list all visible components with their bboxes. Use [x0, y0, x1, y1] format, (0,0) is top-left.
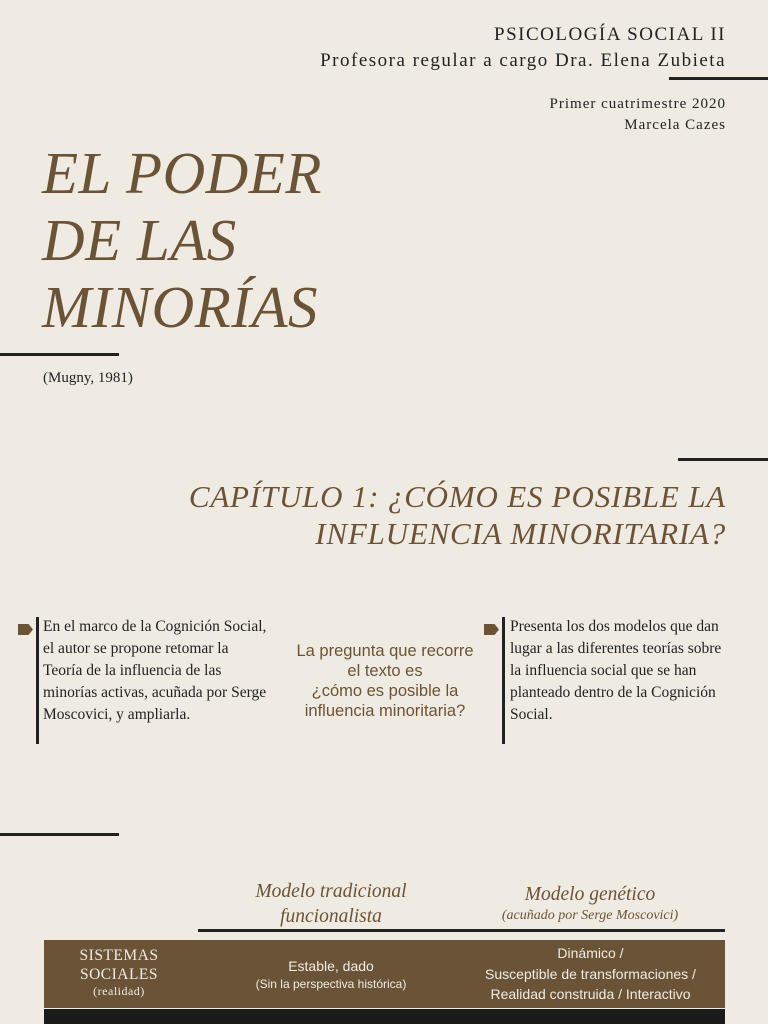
course-header — [320, 22, 726, 74]
arrow-bullet-icon — [18, 624, 33, 635]
genetic-value-cell — [464, 943, 717, 1005]
main-title — [42, 140, 322, 341]
title-line-3: MINORÍAS — [42, 274, 318, 340]
genetic-model-title: Modelo genético — [524, 884, 656, 905]
central-question-line-3: ¿cómo es posible la — [311, 682, 459, 700]
central-question-line-1: La pregunta que recorre — [296, 642, 474, 660]
traditional-value-cell — [226, 956, 436, 992]
central-question-line-4: influencia minoritaria? — [304, 702, 466, 720]
left-column-text: En el marco de la Cognición Social, el autor se propone retomar la Teoría de la influencia de las minorías activas, acuñada por Serge Moscovici, y ampliarla. — [43, 618, 267, 723]
section-rule — [0, 833, 119, 836]
right-column-bar — [502, 617, 505, 744]
term-block — [550, 94, 726, 136]
genetic-value-line-1: Dinámico / — [557, 945, 624, 961]
traditional-value: Estable, dado — [288, 958, 374, 974]
genetic-value-line-3: Realidad construida / Interactivo — [490, 986, 691, 1002]
row-label-sub: (realidad) — [93, 984, 145, 998]
right-column-text: Presenta los dos modelos que dan lugar a las diferentes teorías sobre la influencia social que se han planteado dentro de la Cognición Social. — [510, 618, 722, 723]
genetic-model-heading — [470, 882, 710, 924]
central-question-line-2: el texto es — [347, 662, 423, 680]
table-top-rule — [198, 929, 725, 932]
traditional-model-line-1: Modelo tradicional — [255, 881, 407, 902]
header-rule — [669, 77, 768, 80]
traditional-model-line-2: funcionalista — [280, 906, 382, 927]
chapter-line-1: CAPÍTULO 1: ¿CÓMO ES POSIBLE LA — [188, 479, 726, 514]
author-name: Marcela Cazes — [624, 117, 726, 133]
row-label-cell — [56, 946, 182, 998]
arrow-bullet-icon — [484, 624, 499, 635]
table-row — [44, 940, 725, 1008]
chapter-heading — [189, 478, 726, 552]
genetic-model-subtitle: (acuñado por Serge Moscovici) — [501, 908, 679, 923]
row-label-line-1: SISTEMAS — [79, 947, 159, 964]
traditional-value-sub: (Sin la perspectiva histórica) — [255, 977, 407, 991]
genetic-value-line-2: Susceptible de transformaciones / — [485, 965, 696, 982]
table-next-row — [44, 1009, 725, 1024]
professor-line: Profesora regular a cargo Dra. Elena Zubieta — [320, 50, 726, 71]
course-name: PSICOLOGÍA SOCIAL II — [494, 24, 726, 45]
left-column-bar — [36, 617, 39, 744]
title-line-2: DE LAS — [42, 207, 237, 273]
citation: (Mugny, 1981) — [43, 370, 133, 386]
term-label: Primer cuatrimestre 2020 — [549, 96, 726, 112]
title-rule — [0, 353, 119, 356]
row-label-line-2: SOCIALES — [79, 966, 159, 983]
chapter-rule — [678, 458, 768, 461]
central-question — [276, 641, 494, 721]
chapter-line-2: INFLUENCIA MINORITARIA? — [315, 516, 726, 551]
traditional-model-heading — [220, 879, 442, 929]
title-line-1: EL PODER — [42, 140, 322, 206]
